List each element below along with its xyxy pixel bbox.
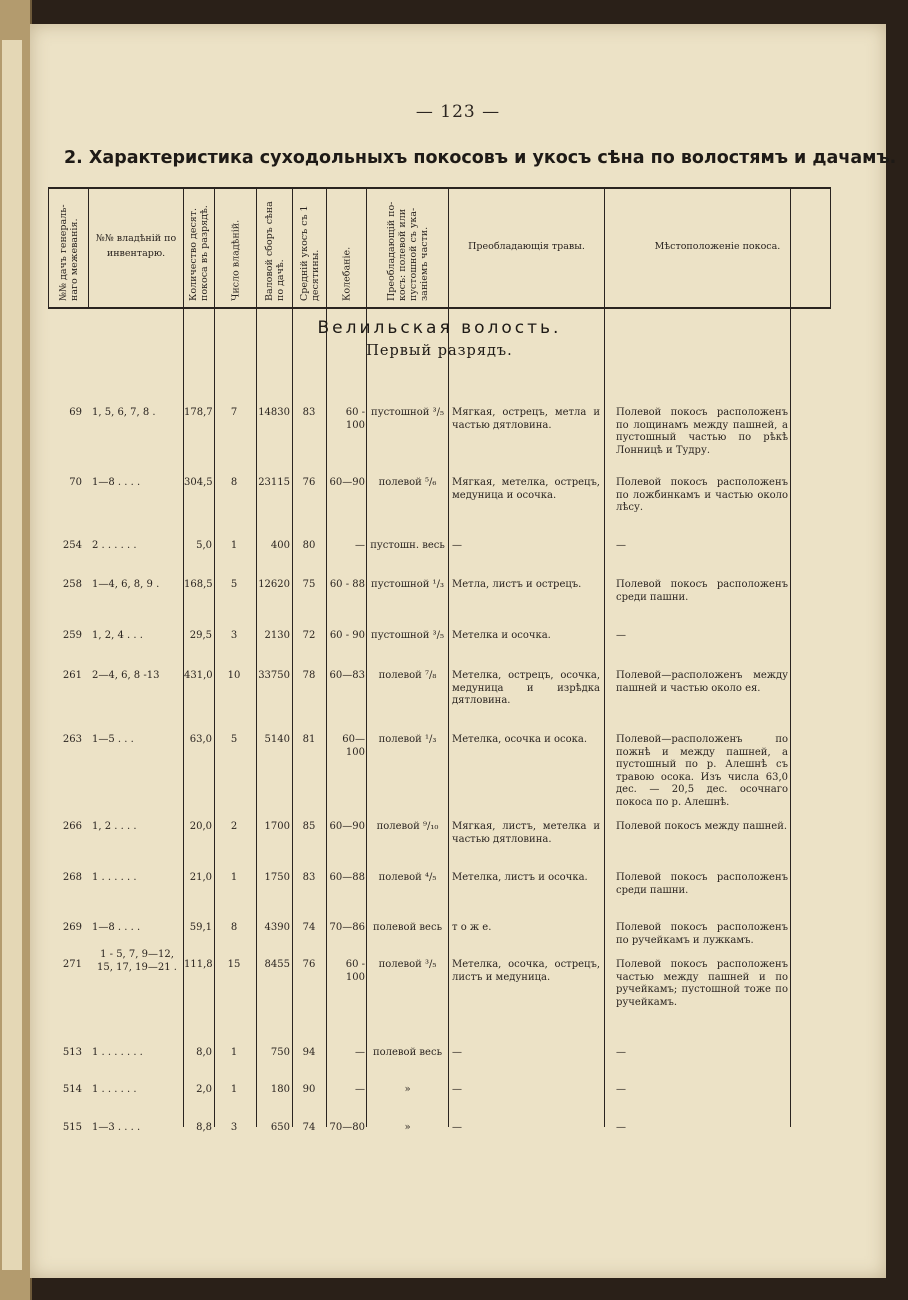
cell-kol2: 60—88 [329, 872, 365, 883]
cell-mesto: — [616, 1047, 626, 1058]
header-pokos: Преобладающій по-косъ: полевой или пустошной съ ука-заніемъ части. [385, 201, 430, 301]
cell-dacha: 259 [62, 630, 82, 641]
cell-chislo: 8 [230, 477, 238, 488]
cell-kol2: 60 - 88 [329, 579, 365, 590]
cell-mesto: Полевой покосъ расположенъ частью между пашней и по ручейкамъ; пустошной тоже по ручейкамъ. [616, 959, 788, 1008]
cell-dacha: 258 [62, 579, 82, 590]
cell-kol2: 60—100 [342, 734, 365, 758]
header-mesto: Мѣстоположеніе покоса. [654, 240, 781, 252]
cell-chislo: 8 [230, 922, 238, 933]
cell-ukos: 80 [302, 540, 316, 551]
cell-kol: 21,0 [189, 872, 212, 883]
header-bottom-rule [48, 307, 831, 309]
cell-kol: 59,1 [189, 922, 212, 933]
cell-dacha: 514 [62, 1084, 82, 1095]
cell-chislo: 3 [230, 630, 238, 641]
cell-kol2: 60 - 100 [345, 959, 365, 983]
cell-chislo: 1 [230, 1047, 238, 1058]
cell-travy: — [452, 1084, 462, 1095]
cell-vlad: 1, 2 . . . . [92, 821, 137, 832]
cell-chislo: 3 [230, 1122, 238, 1133]
cell-dacha: 268 [62, 872, 82, 883]
cell-pokos: полевой ⁹/₁₀ [376, 821, 439, 832]
book-page [30, 24, 897, 1278]
cell-sbor: 750 [270, 1047, 290, 1058]
cell-pokos: полевой весь [372, 1047, 443, 1058]
cell-kol: 20,0 [189, 821, 212, 832]
cell-travy: Метелка и осочка. [452, 630, 551, 641]
cell-kol2: 70—80 [329, 1122, 365, 1133]
page-number: — 123 — [415, 102, 501, 122]
cell-kol: 8,8 [196, 1122, 212, 1133]
cell-ukos: 90 [302, 1084, 316, 1095]
cell-ukos: 72 [302, 630, 316, 641]
header-kolebanie: Колебаніе. [341, 246, 352, 301]
cell-chislo: 1 [230, 1084, 238, 1095]
cell-pokos: полевой ³/₅ [378, 959, 437, 970]
cell-kol2: 60 - 90 [329, 630, 365, 641]
cell-mesto: — [616, 1084, 626, 1095]
cell-kol2: 60 - 100 [345, 407, 365, 431]
razryad-heading: Первый разрядъ. [366, 343, 513, 359]
cell-travy: — [452, 1047, 462, 1058]
cell-ukos: 76 [302, 959, 316, 970]
cell-mesto: — [616, 540, 626, 551]
header-chislo: Число владѣній. [230, 219, 241, 301]
cell-chislo: 2 [230, 821, 238, 832]
cell-kol2: 60—90 [329, 477, 365, 488]
cell-vlad: 1—8 . . . . [92, 922, 141, 933]
cell-travy: Мягкая, листъ, метелка и частью дятловина. [452, 821, 600, 845]
cell-pokos: полевой весь [372, 922, 443, 933]
cell-ukos: 75 [302, 579, 316, 590]
cell-vlad: 1—5 . . . [92, 734, 134, 745]
cell-dacha: 70 [69, 477, 82, 488]
cell-travy: Мягкая, острецъ, метла и частью дятловина. [452, 407, 600, 431]
cell-kol2: 70—86 [329, 922, 365, 933]
cell-chislo: 7 [230, 407, 238, 418]
cell-travy: Мягкая, метелка, острецъ, медуница и осочка. [452, 477, 600, 501]
cell-vlad: 1 . . . . . . . [92, 1047, 143, 1058]
cell-sbor: 23115 [258, 477, 290, 488]
section-title: 2. Характеристика суходольныхъ покосовъ и укосъ сѣна по волостямъ и дачамъ. [64, 148, 897, 168]
cell-pokos: полевой ⁵/₆ [378, 477, 437, 488]
hay-table [48, 187, 831, 1133]
cell-kol2: — [355, 1084, 365, 1095]
cell-mesto: Полевой—расположенъ между пашней и частью около ея. [616, 670, 788, 694]
cell-pokos: полевой ⁴/₅ [378, 872, 437, 883]
cell-ukos: 81 [302, 734, 316, 745]
cell-dacha: 254 [62, 540, 82, 551]
cell-mesto: Полевой покосъ расположенъ по лощинамъ между пашней, а пустошный частью по рѣкѣ Лонницѣ и Тудру. [616, 407, 788, 456]
cell-travy: — [452, 1122, 462, 1133]
cell-kol: 431,0 [184, 670, 213, 681]
cell-travy: — [452, 540, 462, 551]
cell-pokos: пустошной ³/₅ [371, 630, 444, 641]
cell-kol: 29,5 [189, 630, 212, 641]
cell-vlad: 2 . . . . . . [92, 540, 137, 551]
cell-mesto: — [616, 1122, 626, 1133]
cell-ukos: 94 [302, 1047, 316, 1058]
cell-kol: 304,5 [184, 477, 213, 488]
cell-dacha: 266 [62, 821, 82, 832]
cell-travy: т о ж е. [452, 922, 492, 933]
cell-mesto: Полевой покосъ расположенъ по ручейкамъ и лужкамъ. [616, 922, 788, 946]
header-ukos: Средній укосъ съ 1 десятины. [298, 205, 321, 301]
cell-pokos: полевой ¹/₃ [378, 734, 437, 745]
cell-dacha: 69 [69, 407, 82, 418]
column-rule [830, 187, 831, 309]
cell-mesto: Полевой покосъ между пашней. [616, 821, 788, 832]
cell-chislo: 1 [230, 872, 238, 883]
cell-ukos: 74 [302, 1122, 316, 1133]
cell-vlad: 1, 5, 6, 7, 8 . [92, 407, 156, 418]
cell-sbor: 2130 [264, 630, 290, 641]
cell-vlad: 2—4, 6, 8 -13 [92, 670, 160, 681]
cell-mesto: — [616, 630, 626, 641]
cell-mesto: Полевой покосъ расположенъ среди пашни. [616, 579, 788, 603]
cell-kol: 5,0 [196, 540, 212, 551]
cell-chislo: 5 [230, 579, 238, 590]
cell-sbor: 4390 [264, 922, 290, 933]
cell-kol: 168,5 [184, 579, 213, 590]
cell-kol: 8,0 [196, 1047, 212, 1058]
header-sbor: Валовой сборъ сѣна по дачѣ. [263, 201, 286, 301]
header-travy: Преобладающія травы. [468, 240, 585, 252]
cell-mesto: Полевой покосъ расположенъ среди пашни. [616, 872, 788, 896]
cell-sbor: 8455 [264, 959, 290, 970]
cell-dacha: 263 [62, 734, 82, 745]
cell-dacha: 269 [62, 922, 82, 933]
cell-dacha: 271 [62, 959, 82, 970]
cell-chislo: 1 [230, 540, 238, 551]
cell-sbor: 400 [270, 540, 290, 551]
cell-travy: Метла, листъ и острецъ. [452, 579, 582, 590]
cell-sbor: 650 [270, 1122, 290, 1133]
cell-kol: 178,7 [184, 407, 213, 418]
cell-ukos: 74 [302, 922, 316, 933]
cell-sbor: 12620 [258, 579, 290, 590]
column-rule [48, 187, 49, 309]
cell-kol2: 60—90 [329, 821, 365, 832]
cell-travy: Метелка, листъ и осочка. [452, 872, 588, 883]
cell-vlad: 1—4, 6, 8, 9 . [92, 579, 160, 590]
cell-ukos: 76 [302, 477, 316, 488]
cell-vlad: 1—8 . . . . [92, 477, 141, 488]
cell-ukos: 83 [302, 872, 316, 883]
cell-travy: Метелка, осочка, острецъ, листъ и медуница. [452, 959, 600, 983]
previous-page-edge [2, 40, 22, 1270]
cell-sbor: 14830 [258, 407, 290, 418]
cell-ukos: 83 [302, 407, 316, 418]
cell-dacha: 515 [62, 1122, 82, 1133]
volost-heading: Велильская волость. [317, 318, 562, 338]
cell-sbor: 5140 [264, 734, 290, 745]
header-dacha: №№ дачъ генераль-наго межеванія. [58, 204, 80, 301]
header-kolichestvo: Количество десят. покоса въ разрядѣ. [188, 205, 210, 301]
cell-chislo: 5 [230, 734, 238, 745]
cell-mesto: Полевой—расположенъ по пожнѣ и между пашней, а пустошный по р. Алешнѣ съ травою осока. Изъ числа 63,0 дес. — 20,5 дес. осочнаго покоса по р. Алешнѣ. [616, 734, 788, 808]
cell-vlad: 1, 2, 4 . . . [92, 630, 143, 641]
cell-pokos: » [404, 1084, 411, 1095]
book-binding-left [0, 0, 32, 1300]
cell-kol2: — [355, 1047, 365, 1058]
cell-kol: 2,0 [196, 1084, 212, 1095]
cell-dacha: 513 [62, 1047, 82, 1058]
cell-dacha: 261 [62, 670, 82, 681]
header-vladenie: №№ владѣній по инвентарю. [95, 233, 177, 259]
cell-sbor: 33750 [258, 670, 290, 681]
cell-pokos: пустошной ³/₅ [371, 407, 444, 418]
cell-sbor: 180 [270, 1084, 290, 1095]
cell-mesto: Полевой покосъ расположенъ по ложбинкамъ и частью около лѣсу. [616, 477, 788, 513]
cell-ukos: 85 [302, 821, 316, 832]
cell-chislo: 15 [227, 959, 241, 970]
cell-vlad: 1 - 5, 7, 9—12, 15, 17, 19—21 . [97, 949, 177, 973]
cell-pokos: пустошной ¹/₃ [371, 579, 444, 590]
cell-sbor: 1750 [264, 872, 290, 883]
cell-vlad: 1—3 . . . . [92, 1122, 141, 1133]
cell-sbor: 1700 [264, 821, 290, 832]
cell-kol: 63,0 [189, 734, 212, 745]
cell-chislo: 10 [227, 670, 241, 681]
cell-kol: 111,8 [184, 959, 213, 970]
cell-travy: Метелка, острецъ, осочка, медуница и изрѣдка дятловина. [452, 670, 600, 706]
cell-kol2: 60—83 [329, 670, 365, 681]
cell-kol2: — [355, 540, 365, 551]
cell-ukos: 78 [302, 670, 316, 681]
cell-vlad: 1 . . . . . . [92, 872, 137, 883]
cell-pokos: пустошн. весь [370, 540, 445, 551]
cell-pokos: полевой ⁷/₈ [378, 670, 437, 681]
cell-travy: Метелка, осочка и осока. [452, 734, 588, 745]
cell-vlad: 1 . . . . . . [92, 1084, 137, 1095]
cell-pokos: » [404, 1122, 411, 1133]
